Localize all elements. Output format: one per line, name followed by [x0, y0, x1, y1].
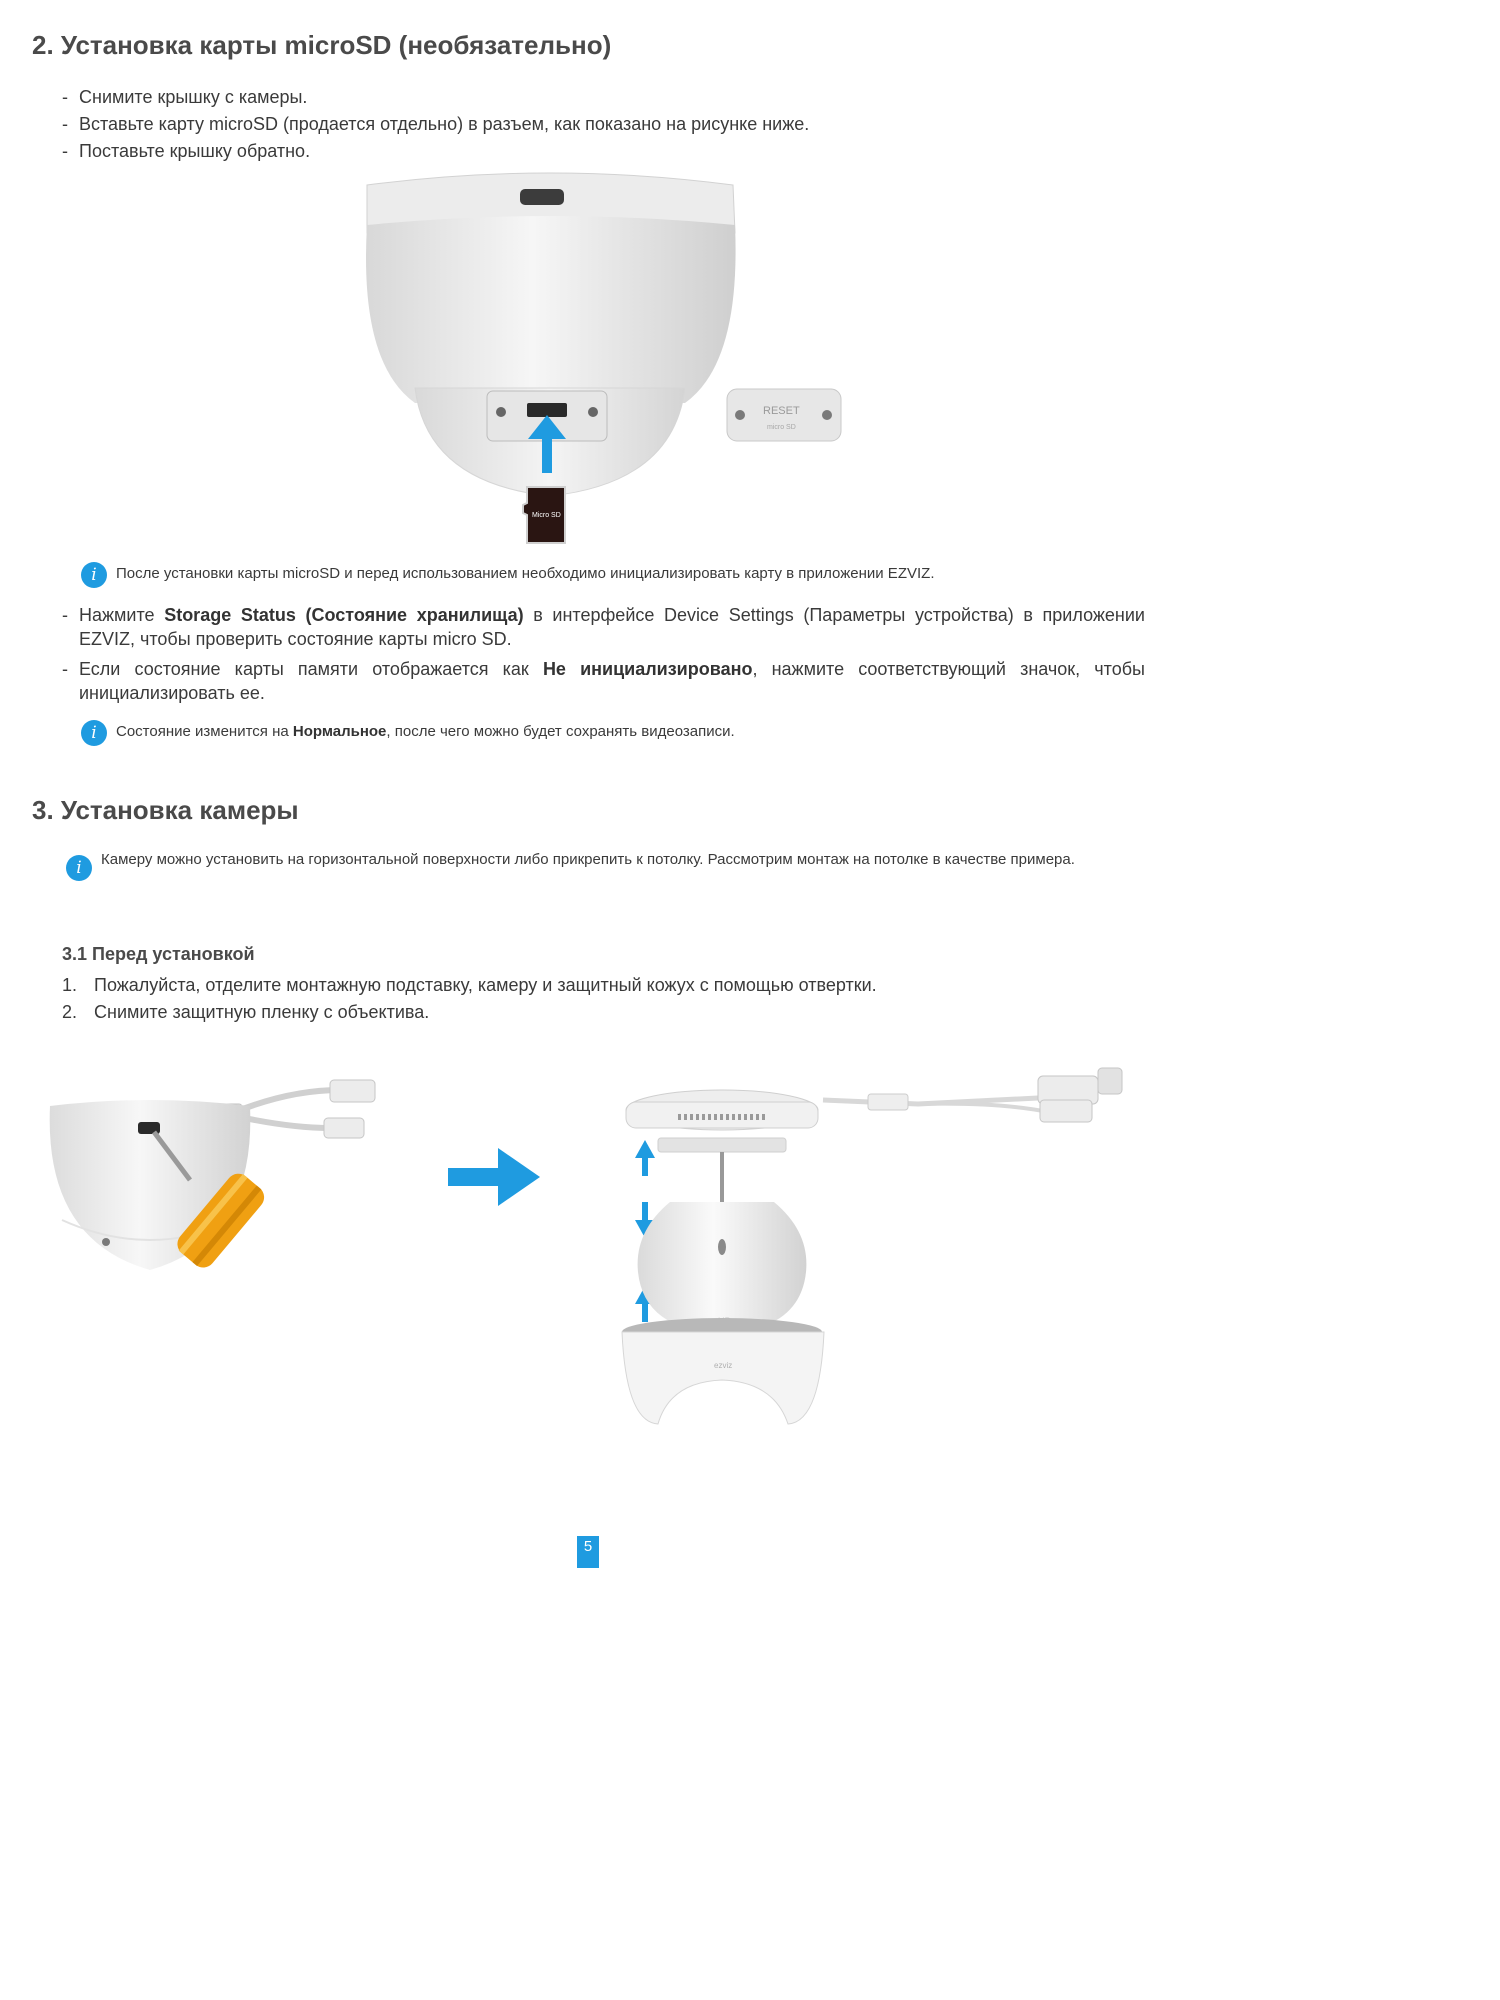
- storage-status-label: Storage Status (Состояние хранилища): [164, 605, 524, 625]
- microsd-install-figure: [355, 163, 855, 548]
- camera-dome: [366, 216, 736, 403]
- section-2-title: 2. Установка карты microSD (необязательно): [32, 30, 612, 60]
- subsection-title: 3.1 Перед установкой: [62, 944, 255, 964]
- section-2-steps-cont: [62, 603, 1145, 705]
- list-item: - Вставьте карту microSD (продается отдельно) в разъем, как показано на рисунке ниже.: [62, 111, 1145, 138]
- screwdriver-figure: [40, 1070, 400, 1290]
- not-initialized-label: Не инициализировано: [542, 659, 753, 679]
- info-icon: i: [66, 855, 92, 881]
- list-item: 1. Пожалуйста, отделите монтажную подставку, камеру и защитный кожух с помощью отвертки.: [62, 975, 877, 995]
- list-item: - Если состояние карты памяти отображается как Не инициализировано, нажмите соответствующий значок, чтобы инициализировать ее.: [62, 657, 1145, 705]
- note-text: После установки карты microSD и перед использованием необходимо инициализировать карту в приложении EZVIZ.: [116, 565, 935, 582]
- note-status-normal: i Состояние изменится на Нормальное, после чего можно будет сохранять видеозаписи.: [81, 720, 1141, 742]
- cover-slot: [520, 189, 564, 205]
- brand-label: ezviz: [714, 1361, 733, 1370]
- note-mounting: [66, 850, 1136, 878]
- section-2-steps: [62, 84, 1145, 165]
- section-3-title: 3. Установка камеры: [32, 795, 299, 825]
- section-3-steps: [62, 972, 877, 1026]
- list-item: - Поставьте крышку обратно.: [62, 138, 1145, 165]
- exploded-view-figure: [618, 1062, 1138, 1442]
- camera-ball: [638, 1202, 807, 1334]
- sd-slot: [527, 403, 567, 417]
- list-item: - Нажмите Storage Status (Состояние хранилища) в интерфейсе Device Settings (Параметры устройства) в приложении EZVIZ, чтобы проверить состояние карты micro SD.: [62, 603, 1145, 651]
- reset-label: RESET: [763, 405, 800, 417]
- cover-microsd-label: micro SD: [767, 424, 796, 431]
- list-item: 2. Снимите защитную пленку с объектива.: [62, 1002, 430, 1022]
- microsd-card-label: Micro SD: [532, 512, 561, 519]
- list-item: - Снимите крышку с камеры.: [62, 84, 1145, 111]
- info-icon: i: [81, 562, 107, 588]
- note-text: Камеру можно установить на горизонтальной поверхности либо прикрепить к потолку. Рассмотрим монтаж на потолке в качестве примера.: [101, 851, 1075, 868]
- arrow-icon: [448, 1148, 543, 1206]
- note-init-card: [81, 562, 1141, 584]
- page-number: 5: [577, 1536, 599, 1568]
- info-icon: i: [81, 720, 107, 746]
